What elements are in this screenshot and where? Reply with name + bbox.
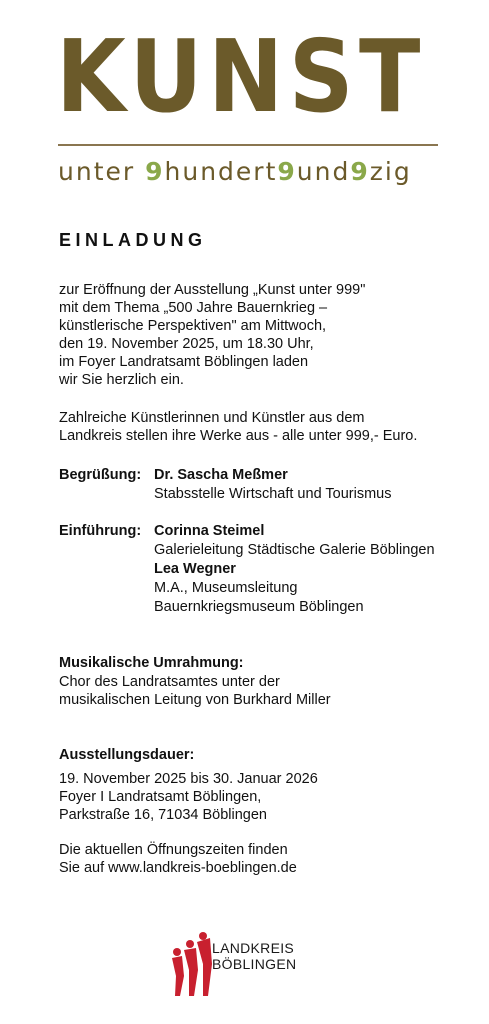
duration-label: Ausstellungsdauer: bbox=[59, 747, 195, 763]
artists-paragraph bbox=[59, 409, 417, 445]
duration-details bbox=[59, 770, 318, 824]
subtitle-nine-3: 9 bbox=[350, 157, 370, 186]
intro-line: im Foyer Landratsamt Böblingen laden bbox=[59, 354, 309, 370]
intro-line: künstlerische Perspektiven" am Mittwoch, bbox=[59, 318, 327, 334]
introduction-speaker2-role-line2: Bauernkriegsmuseum Böblingen bbox=[154, 599, 364, 615]
welcome-label: Begrüßung: bbox=[59, 467, 142, 483]
subtitle-word-unter: unter bbox=[58, 157, 146, 186]
subtitle-word-hundert: hundert bbox=[164, 157, 278, 186]
subtitle-word-und: und bbox=[296, 157, 351, 186]
footer-line1: LANDKREIS bbox=[212, 940, 295, 956]
artists-line: Landkreis stellen ihre Werke aus - alle unter 999,- Euro. bbox=[59, 428, 418, 444]
artists-line: Zahlreiche Künstlerinnen und Künstler aus dem bbox=[59, 410, 365, 426]
music-details bbox=[59, 673, 331, 709]
subtitle-nine-2: 9 bbox=[277, 157, 297, 186]
music-line1: Chor des Landratsamtes unter der bbox=[59, 674, 280, 690]
duration-address: Parkstraße 16, 71034 Böblingen bbox=[59, 807, 267, 823]
intro-line: wir Sie herzlich ein. bbox=[59, 372, 184, 388]
intro-line: mit dem Thema „500 Jahre Bauernkrieg – bbox=[59, 300, 328, 316]
invitation-heading: EINLADUNG bbox=[59, 230, 207, 250]
introduction-label: Einführung: bbox=[59, 523, 142, 539]
introduction-speaker2-role-line1: M.A., Museumsleitung bbox=[154, 580, 298, 596]
subtitle-nine-1: 9 bbox=[145, 157, 165, 186]
introduction-speaker1-name: Corinna Steimel bbox=[154, 523, 265, 539]
footer-line2: BÖBLINGEN bbox=[212, 956, 297, 972]
intro-paragraph bbox=[59, 281, 365, 389]
music-line2: musikalischen Leitung von Burkhard Miller bbox=[59, 692, 331, 708]
kunst-title: KUNST bbox=[56, 18, 426, 135]
duration-dates: 19. November 2025 bis 30. Januar 2026 bbox=[59, 771, 318, 787]
introduction-speaker2-name: Lea Wegner bbox=[154, 561, 236, 577]
subtitle-word-zig: zig bbox=[369, 157, 412, 186]
intro-line: zur Eröffnung der Ausstellung „Kunst unter 999" bbox=[59, 282, 366, 298]
welcome-role: Stabsstelle Wirtschaft und Tourismus bbox=[154, 486, 392, 502]
hours-line1: Die aktuellen Öffnungszeiten finden bbox=[59, 842, 288, 858]
music-label: Musikalische Umrahmung: bbox=[59, 655, 244, 671]
hours-line2: Sie auf www.landkreis-boeblingen.de bbox=[59, 860, 297, 876]
intro-line: den 19. November 2025, um 18.30 Uhr, bbox=[59, 336, 314, 352]
header-divider bbox=[58, 144, 438, 146]
kunst-subtitle bbox=[58, 156, 412, 188]
introduction-speaker1-role: Galerieleitung Städtische Galerie Böblingen bbox=[154, 542, 435, 558]
duration-venue: Foyer I Landratsamt Böblingen, bbox=[59, 789, 262, 805]
hours-paragraph bbox=[59, 841, 297, 877]
welcome-name: Dr. Sascha Meßmer bbox=[154, 467, 288, 483]
